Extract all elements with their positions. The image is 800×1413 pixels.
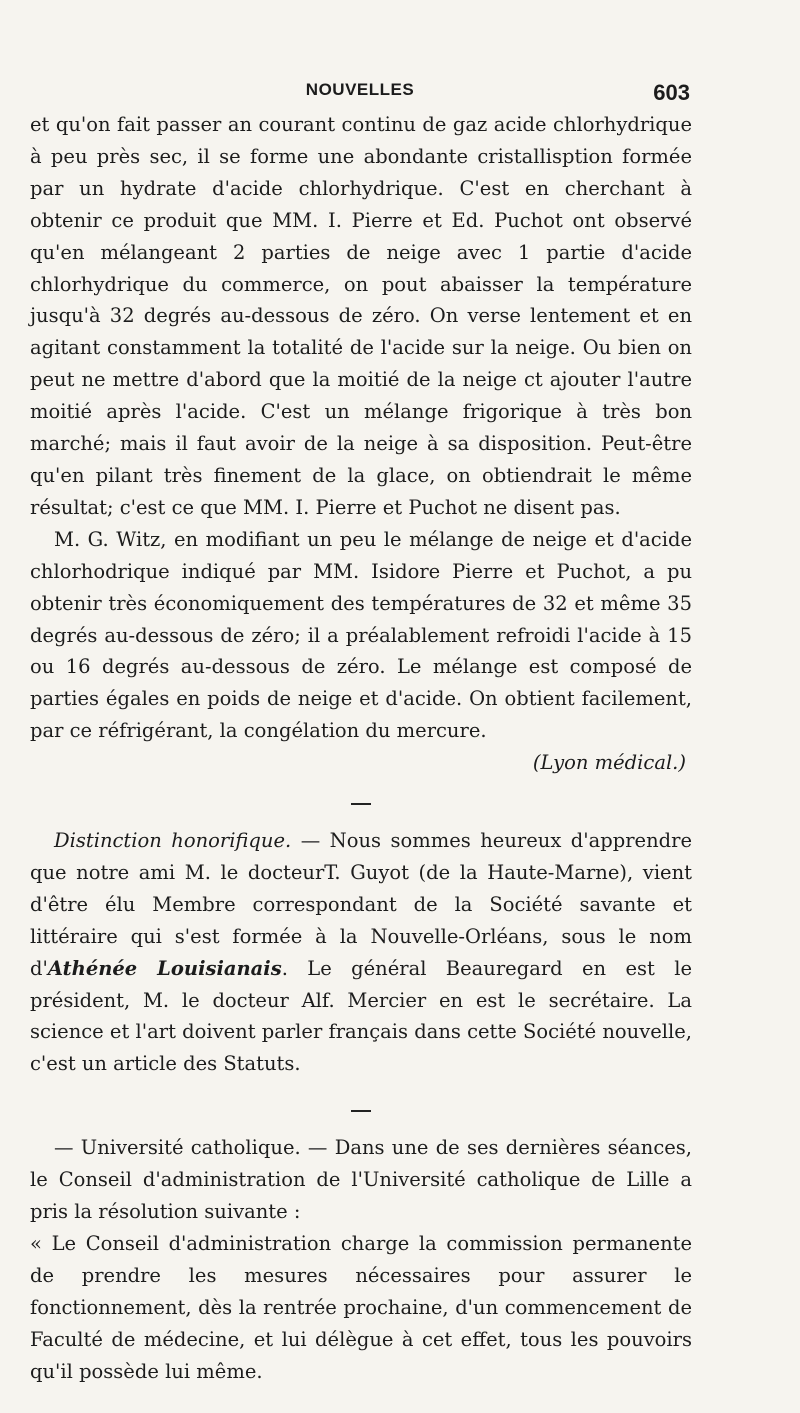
source-citation: (Lyon médical.) <box>532 751 686 775</box>
distinction-text-b: . Le général Beauregard en est le président, M. le docteur Alf. Mercier en est le secrétaire. La science et l'art doivent parler français dans cette Société nouvelle, c'est un article des Statuts. <box>30 956 692 1076</box>
section-divider <box>351 803 371 805</box>
running-title: NOUVELLES <box>305 80 415 99</box>
page-header <box>30 76 690 106</box>
page-body <box>30 109 692 1388</box>
page-number: 603 <box>653 80 690 105</box>
distinction-text-a: — Nous sommes heureux d'apprendre que notre ami M. le docteurT. Guyot (de la Haute-Marne), vient d'être élu Membre correspondant de la Société savante et littéraire qui s'est formée à la Nouvelle-Orléans, sous le nom d' <box>30 829 692 980</box>
paragraph-distinction <box>30 825 692 1080</box>
paragraph-witz: M. G. Witz, en modifiant un peu le mélange de neige et d'acide chlorhodrique indiqué par MM. Isidore Pierre et Puchot, a pu obtenir très économiquement des températures de 32 et même 35 degrés au-dessous de zéro; il a préalablement refroidi l'acide à 15 ou 16 degrés au-dessous de zéro. Le mélange est composé de parties égales en poids de neige et d'acide. On obtient facilement, par ce réfrigérant, la congélation du mercure. <box>30 527 692 743</box>
paragraph-resolution: « Le Conseil d'administration charge la commission permanente de prendre les mesures nécessaires pour assurer le fonctionnement, dès la rentrée prochaine, d'un commencement de Faculté de médecine, et lui délègue à cet effet, tous les pouvoirs qu'il possède lui même. <box>30 1232 692 1383</box>
section-title-distinction: Distinction honorifique. <box>54 829 292 853</box>
paragraph-hydrate: et qu'on fait passer an courant continu de gaz acide chlorhydrique à peu près sec, il se forme une abondante cristallisption formée par un hydrate d'acide chlorhydrique. C'est en cherchant à obtenir ce produit que MM. I. Pierre et Ed. Puchot ont observé qu'en mélangeant 2 parties de neige avec 1 partie d'acide chlorhydrique du commerce, on pout abaisser la température jusqu'à 32 degrés au-dessous de zéro. On verse lentement et en agitant constamment la totalité de l'acide sur la neige. Ou bien on peut ne mettre d'abord que la moitié de la neige ct ajouter l'autre moitié après l'acide. C'est un mélange frigorique à très bon marché; mais il faut avoir de la neige à sa disposition. Peut-être qu'en pilant très finement de la glace, on obtiendrait le même résultat; c'est ce que MM. I. Pierre et Puchot ne disent pas. <box>30 113 692 519</box>
paragraph-universite: — Université catholique. — Dans une de ses dernières séances, le Conseil d'administration de l'Université catholique de Lille a pris la résolution suivante : <box>30 1136 692 1224</box>
society-name: Athénée Louisianais <box>47 956 282 980</box>
section-divider <box>351 1110 371 1112</box>
